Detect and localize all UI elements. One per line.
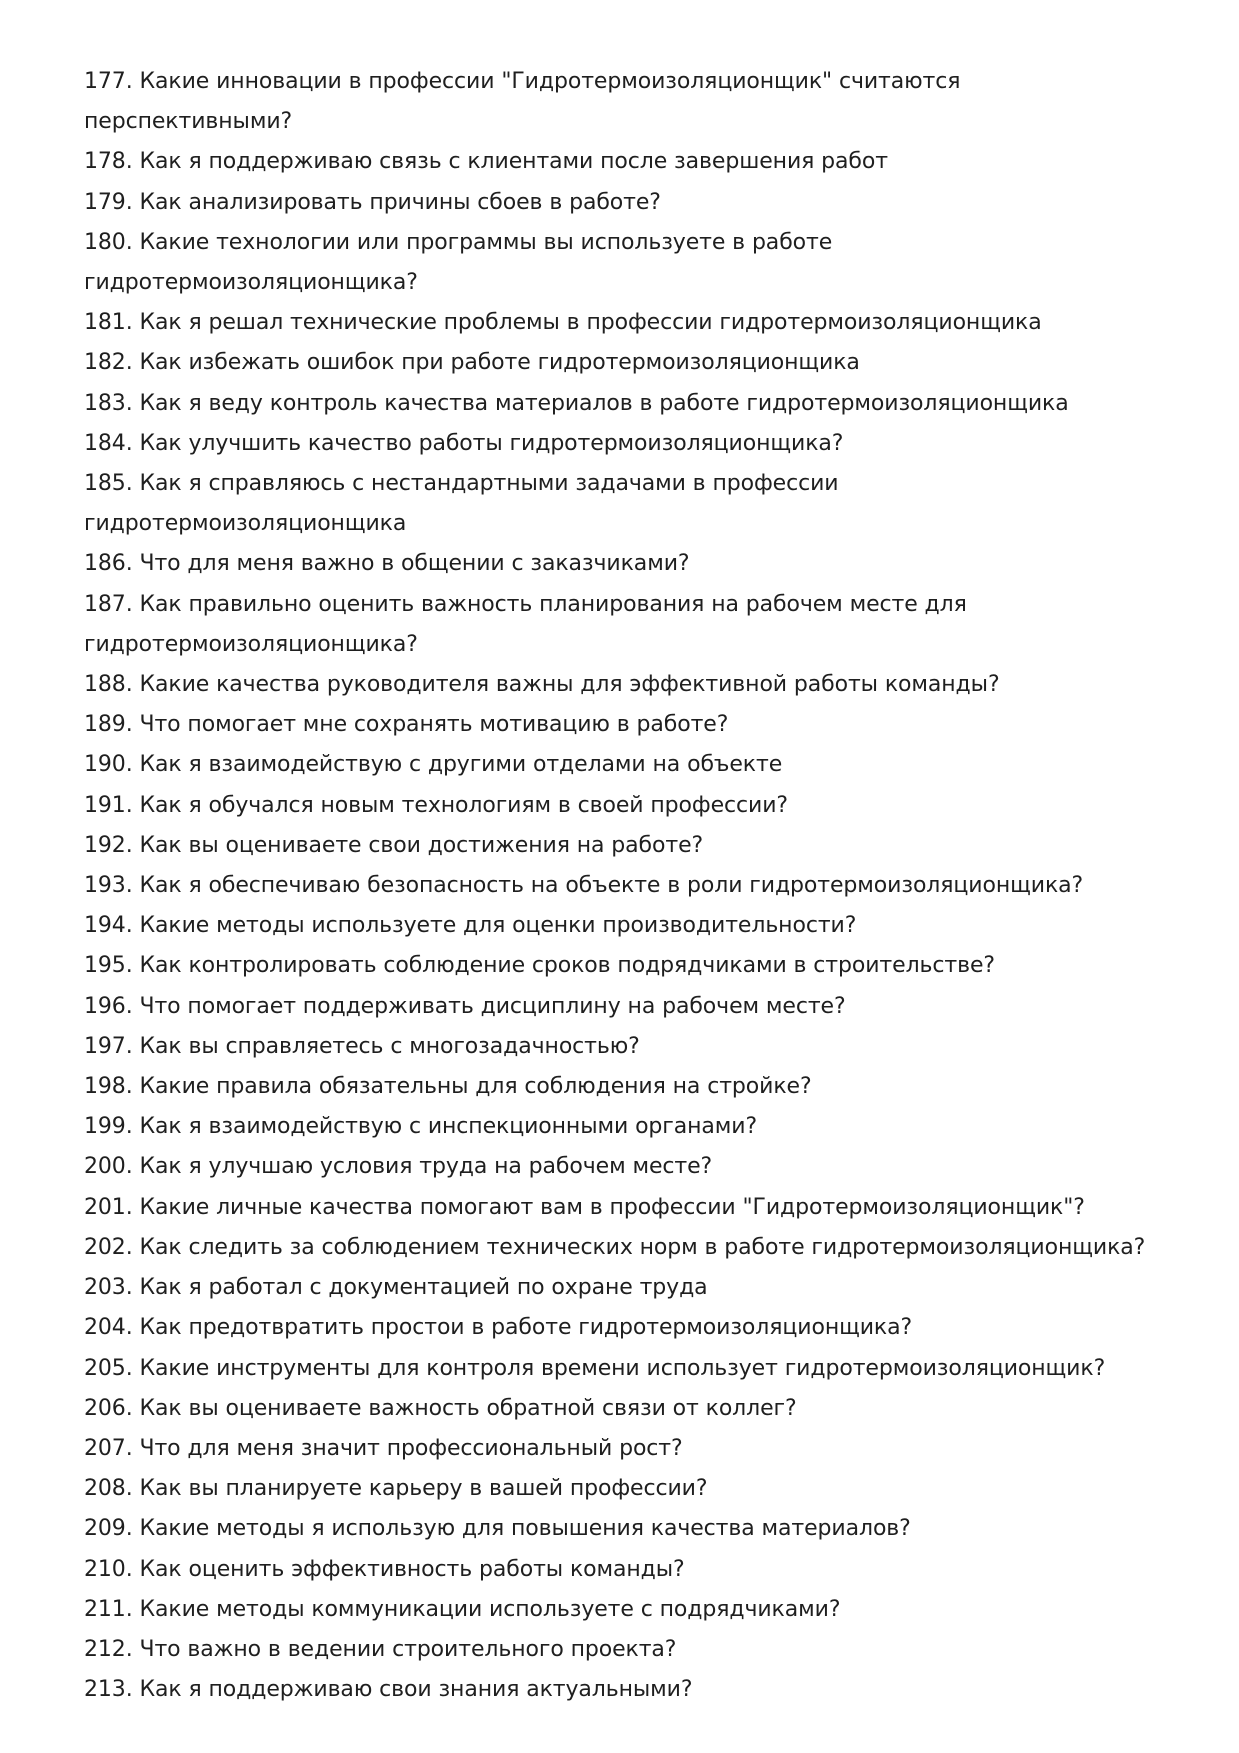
list-item (84, 1067, 1164, 1107)
list-item (84, 987, 1164, 1027)
question-line: 198. Какие правила обязательны для соблюдения на стройке? (84, 1074, 812, 1100)
question-list (84, 62, 1164, 1710)
question-line: 182. Как избежать ошибок при работе гидротермоизоляционщика (84, 350, 860, 376)
question-line: 193. Как я обеспечиваю безопасность на объекте в роли гидротермоизоляционщика? (84, 873, 1084, 899)
list-item (84, 142, 1164, 182)
question-line: 180. Какие технологии или программы вы используете в работе (84, 229, 833, 255)
list-item (84, 544, 1164, 584)
question-line: 206. Как вы оцениваете важность обратной связи от коллег? (84, 1395, 797, 1421)
question-line: 207. Что для меня значит профессиональный рост? (84, 1435, 683, 1461)
list-item (84, 303, 1164, 343)
list-item (84, 424, 1164, 464)
list-item (84, 384, 1164, 424)
question-line: 196. Что помогает поддерживать дисциплину на рабочем месте? (84, 993, 846, 1019)
question-line: 194. Какие методы используете для оценки производительности? (84, 913, 857, 939)
list-item (84, 1590, 1164, 1630)
question-line: 210. Как оценить эффективность работы команды? (84, 1556, 685, 1582)
question-line: 197. Как вы справляетесь с многозадачностью? (84, 1033, 640, 1059)
question-line: 212. Что важно в ведении строительного проекта? (84, 1636, 677, 1662)
question-line: 204. Как предотвратить простои в работе гидротермоизоляционщика? (84, 1315, 913, 1341)
list-item (84, 1308, 1164, 1348)
list-item (84, 1630, 1164, 1670)
question-line: 192. Как вы оцениваете свои достижения на работе? (84, 832, 704, 858)
list-item (84, 1509, 1164, 1549)
question-line: 186. Что для меня важно в общении с заказчиками? (84, 551, 690, 577)
question-line: 179. Как анализировать причины сбоев в работе? (84, 189, 661, 215)
list-item (84, 1670, 1164, 1710)
question-line: гидротермоизоляционщика? (84, 631, 418, 657)
question-line: 213. Как я поддерживаю свои знания актуальными? (84, 1677, 693, 1703)
list-item (84, 705, 1164, 745)
question-line: 184. Как улучшить качество работы гидротермоизоляционщика? (84, 430, 844, 456)
question-line: 189. Что помогает мне сохранять мотивацию в работе? (84, 712, 729, 738)
list-item (84, 1188, 1164, 1228)
question-line: 190. Как я взаимодействую с другими отделами на объекте (84, 752, 783, 778)
list-item (84, 786, 1164, 826)
list-item (84, 1469, 1164, 1509)
list-item (84, 1027, 1164, 1067)
question-line: 183. Как я веду контроль качества материалов в работе гидротермоизоляционщика (84, 390, 1069, 416)
list-item (84, 1107, 1164, 1147)
list-item (84, 464, 1164, 544)
question-line: 203. Как я работал с документацией по охране труда (84, 1275, 708, 1301)
list-item (84, 946, 1164, 986)
list-item (84, 1389, 1164, 1429)
question-line: 208. Как вы планируете карьеру в вашей профессии? (84, 1476, 708, 1502)
question-line: 205. Какие инструменты для контроля времени использует гидротермоизоляционщик? (84, 1355, 1106, 1381)
list-item (84, 665, 1164, 705)
question-line: гидротермоизоляционщика? (84, 270, 418, 296)
list-item (84, 585, 1164, 665)
question-line: 181. Как я решал технические проблемы в профессии гидротермоизоляционщика (84, 310, 1042, 336)
question-line: перспективными? (84, 109, 293, 135)
list-item (84, 223, 1164, 303)
question-line: 191. Как я обучался новым технологиям в своей профессии? (84, 792, 789, 818)
list-item (84, 183, 1164, 223)
list-item (84, 866, 1164, 906)
list-item (84, 826, 1164, 866)
list-item (84, 1550, 1164, 1590)
question-line: 178. Как я поддерживаю связь с клиентами после завершения работ (84, 149, 888, 175)
list-item (84, 1228, 1164, 1268)
question-line: 199. Как я взаимодействую с инспекционными органами? (84, 1114, 758, 1140)
list-item (84, 906, 1164, 946)
list-item (84, 1429, 1164, 1469)
question-line: 195. Как контролировать соблюдение сроков подрядчиками в строительстве? (84, 953, 996, 979)
question-line: 211. Какие методы коммуникации используете с подрядчиками? (84, 1596, 841, 1622)
question-line: 202. Как следить за соблюдением технических норм в работе гидротермоизоляционщика? (84, 1234, 1146, 1260)
question-line: 200. Как я улучшаю условия труда на рабочем месте? (84, 1154, 713, 1180)
list-item (84, 1147, 1164, 1187)
question-line: 177. Какие инновации в профессии "Гидротермоизоляционщик" считаются (84, 69, 961, 94)
question-line: 187. Как правильно оценить важность планирования на рабочем месте для (84, 591, 967, 617)
list-item (84, 1268, 1164, 1308)
list-item (84, 745, 1164, 785)
list-item (84, 343, 1164, 383)
question-line: 188. Какие качества руководителя важны для эффективной работы команды? (84, 672, 1000, 698)
question-line: 209. Какие методы я использую для повышения качества материалов? (84, 1516, 911, 1542)
list-item (84, 62, 1164, 142)
list-item (84, 1349, 1164, 1389)
question-line: 201. Какие личные качества помогают вам в профессии "Гидротермоизоляционщик"? (84, 1194, 1085, 1220)
question-line: 185. Как я справляюсь с нестандартными задачами в профессии гидротермоизоляционщика (84, 471, 839, 537)
